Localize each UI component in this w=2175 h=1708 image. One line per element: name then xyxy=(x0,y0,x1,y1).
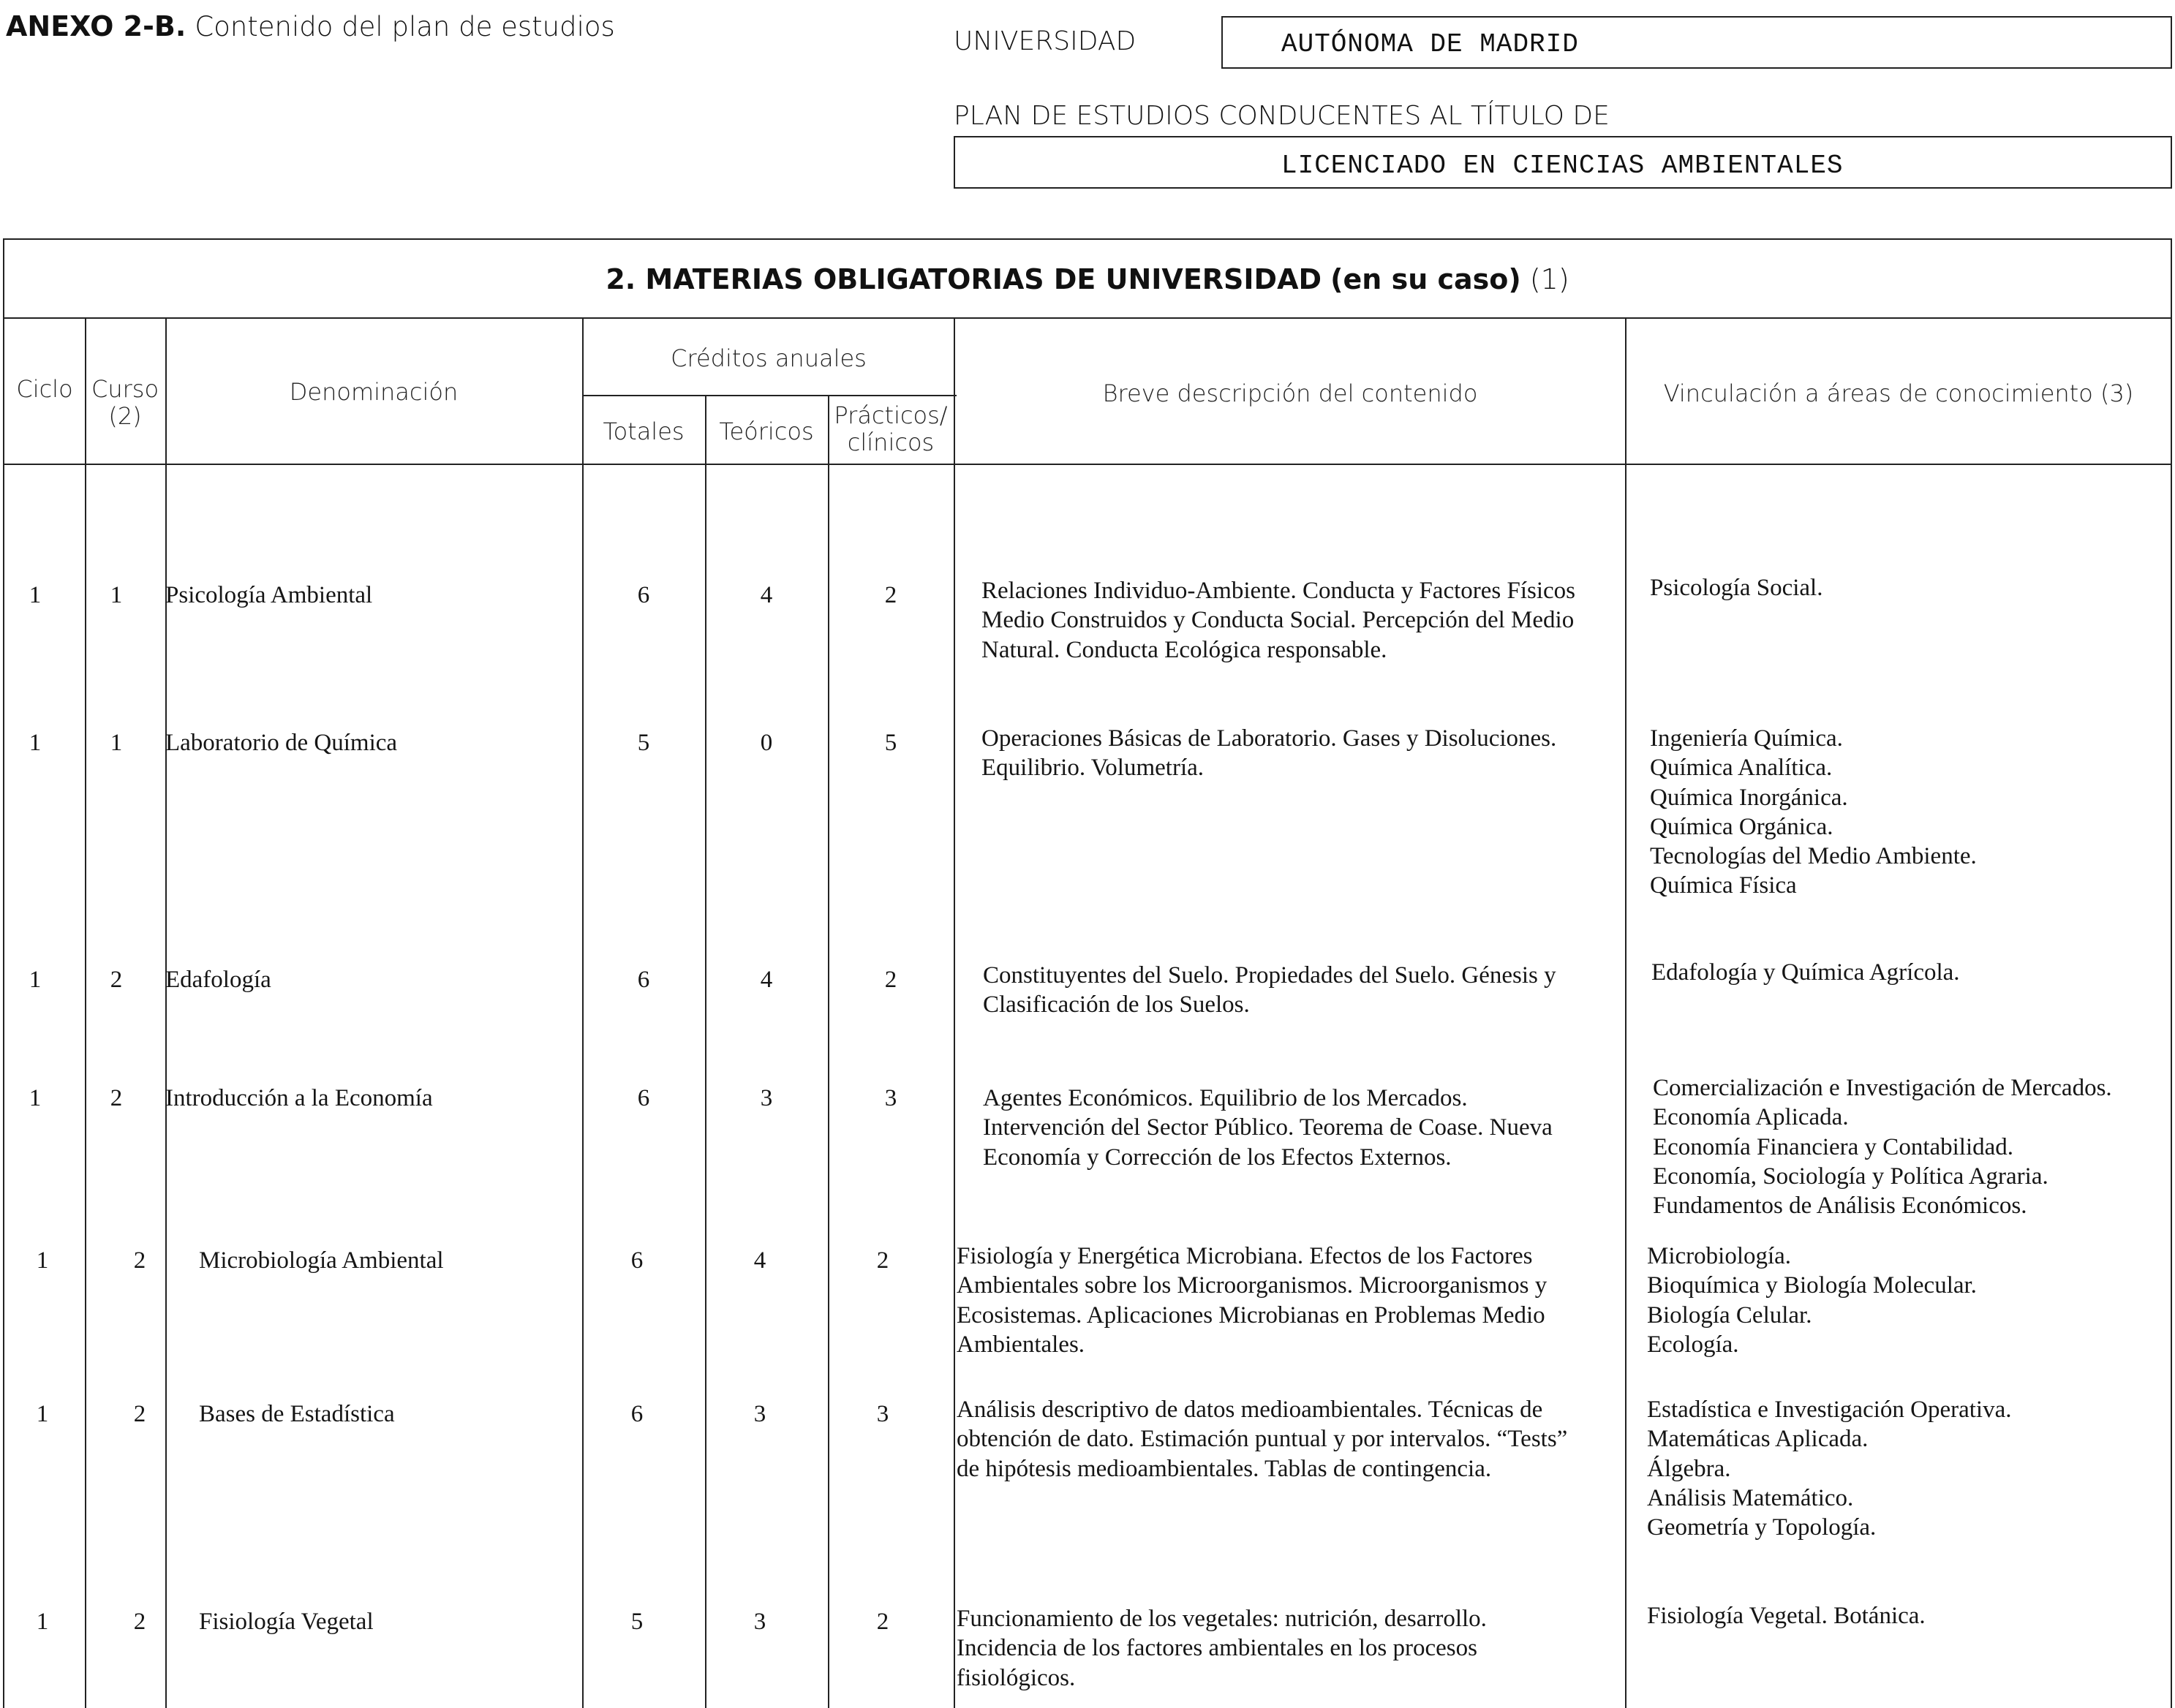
area-line: Edafología y Química Agrícola. xyxy=(1651,959,1960,986)
descripcion-line: Operaciones Básicas de Laboratorio. Gases y Disoluciones. xyxy=(981,725,1557,752)
col-header-descripcion: Breve descripción del contenido xyxy=(1102,379,1478,407)
row-curso: 1 xyxy=(110,582,123,608)
col-header-denominacion: Denominación xyxy=(289,378,459,406)
col-header-practicos xyxy=(828,402,954,456)
row-denominacion: Introducción a la Economía xyxy=(165,1085,433,1111)
row-curso: 2 xyxy=(133,1401,146,1427)
row-descripcion xyxy=(957,1395,1622,1484)
area-line: Biología Celular. xyxy=(1647,1301,1812,1329)
col-divider-ciclo xyxy=(85,319,86,1708)
row-denominacion: Fisiología Vegetal xyxy=(199,1609,374,1635)
row-teoricos: 3 xyxy=(753,1609,766,1635)
descripcion-line: Fisiología y Energética Microbiana. Efectos de los Factores xyxy=(957,1243,1533,1269)
row-areas xyxy=(1647,1601,2159,1630)
row-denominacion: Bases de Estadística xyxy=(199,1401,395,1427)
row-practicos: 3 xyxy=(884,1085,897,1111)
col-header-practicos-line1: Prácticos/ xyxy=(834,401,948,429)
row-denominacion: Edafología xyxy=(165,967,271,993)
row-practicos: 5 xyxy=(884,730,897,756)
row-curso: 2 xyxy=(110,967,123,993)
row-teoricos: 4 xyxy=(753,1247,766,1274)
descripcion-line: Ambientales. xyxy=(957,1331,1085,1358)
descripcion-line: Incidencia de los factores ambientales en los procesos xyxy=(957,1635,1477,1662)
area-line: Psicología Social. xyxy=(1650,575,1823,601)
row-practicos: 2 xyxy=(876,1609,889,1635)
area-line: Ecología. xyxy=(1647,1331,1739,1358)
row-teoricos: 4 xyxy=(760,582,773,608)
area-line: Álgebra. xyxy=(1647,1455,1731,1482)
row-teoricos: 3 xyxy=(760,1085,773,1111)
area-line: Economía, Sociología y Política Agraria. xyxy=(1653,1163,2048,1190)
row-curso: 2 xyxy=(110,1085,123,1111)
section-title-paren: (en su caso) xyxy=(1330,263,1521,295)
area-line: Geometría y Topología. xyxy=(1647,1514,1877,1541)
area-line: Química Orgánica. xyxy=(1650,813,1833,840)
area-line: Química Inorgánica. xyxy=(1650,784,1848,811)
row-teoricos: 3 xyxy=(753,1401,766,1427)
descripcion-line: Ecosistemas. Aplicaciones Microbianas en Problemas Medio xyxy=(957,1301,1545,1329)
row-areas xyxy=(1650,573,2162,602)
annex-label: ANEXO 2-B. xyxy=(6,10,186,42)
row-ciclo: 1 xyxy=(36,1609,49,1635)
row-practicos: 2 xyxy=(884,967,897,993)
area-line: Bioquímica y Biología Molecular. xyxy=(1647,1272,1977,1299)
row-totales: 6 xyxy=(637,582,650,608)
row-ciclo: 1 xyxy=(29,1085,42,1111)
degree-value: LICENCIADO EN CIENCIAS AMBIENTALES xyxy=(1281,151,1844,181)
row-ciclo: 1 xyxy=(29,967,42,993)
row-practicos: 2 xyxy=(876,1247,889,1274)
area-line: Microbiología. xyxy=(1647,1243,1792,1269)
university-label: UNIVERSIDAD xyxy=(954,26,1136,56)
area-line: Química Física xyxy=(1650,872,1797,899)
row-practicos: 3 xyxy=(876,1401,889,1427)
col-header-curso xyxy=(85,376,165,430)
area-line: Análisis Matemático. xyxy=(1647,1484,1854,1511)
descripcion-line: Funcionamiento de los vegetales: nutrición, desarrollo. xyxy=(957,1606,1487,1632)
subjects-table xyxy=(3,238,2172,1708)
row-ciclo: 1 xyxy=(29,730,42,756)
section-title xyxy=(4,240,2171,319)
row-totales: 6 xyxy=(630,1401,644,1427)
row-descripcion xyxy=(983,1084,1626,1172)
annex-subtitle: Contenido del plan de estudios xyxy=(195,11,615,42)
row-areas xyxy=(1651,958,2163,987)
col-header-vinculacion: Vinculación a áreas de conocimiento (3) xyxy=(1663,379,2134,407)
descripcion-line: Agentes Económicos. Equilibrio de los Mercados. xyxy=(983,1085,1468,1111)
row-denominacion: Laboratorio de Química xyxy=(165,730,398,756)
row-areas xyxy=(1647,1242,2159,1359)
col-header-curso-note: (2) xyxy=(108,401,142,430)
credits-subheader-rule xyxy=(582,395,957,396)
row-denominacion: Psicología Ambiental xyxy=(165,582,373,608)
area-line: Química Analítica. xyxy=(1650,755,1833,782)
descripcion-line: Intervención del Sector Público. Teorema de Coase. Nueva xyxy=(983,1114,1553,1141)
row-curso: 2 xyxy=(133,1609,146,1635)
row-teoricos: 0 xyxy=(760,730,773,756)
area-line: Fisiología Vegetal. Botánica. xyxy=(1647,1603,1926,1629)
row-totales: 5 xyxy=(630,1609,644,1635)
row-ciclo: 1 xyxy=(36,1401,49,1427)
row-descripcion xyxy=(983,961,1626,1020)
annex-heading xyxy=(6,10,615,42)
area-line: Economía Aplicada. xyxy=(1653,1104,1849,1131)
col-divider-denominacion xyxy=(582,319,584,1708)
descripcion-line: obtención de dato. Estimación puntual y por intervalos. “Tests” xyxy=(957,1426,1568,1453)
section-title-main: 2. MATERIAS OBLIGATORIAS DE UNIVERSIDAD xyxy=(606,263,1322,295)
descripcion-line: de hipótesis medioambientales. Tablas de contingencia. xyxy=(957,1455,1492,1482)
degree-box xyxy=(954,136,2172,189)
row-areas xyxy=(1653,1073,2165,1220)
university-box xyxy=(1221,16,2172,69)
row-areas xyxy=(1650,724,2162,901)
row-curso: 2 xyxy=(133,1247,146,1274)
descripcion-line: Equilibrio. Volumetría. xyxy=(981,755,1205,782)
descripcion-line: Economía y Corrección de los Efectos Externos. xyxy=(983,1144,1452,1171)
col-header-totales: Totales xyxy=(603,417,685,445)
col-header-curso-label: Curso xyxy=(91,375,159,403)
descripcion-line: Clasificación de los Suelos. xyxy=(983,991,1250,1019)
area-line: Economía Financiera y Contabilidad. xyxy=(1653,1133,2014,1160)
plan-label: PLAN DE ESTUDIOS CONDUCENTES AL TÍTULO DE xyxy=(954,101,1610,131)
col-header-ciclo: Ciclo xyxy=(16,375,73,403)
row-descripcion xyxy=(957,1604,1622,1693)
area-line: Matemáticas Aplicada. xyxy=(1647,1426,1869,1453)
descripcion-line: Relaciones Individuo-Ambiente. Conducta y Factores Físicos xyxy=(981,578,1576,604)
descripcion-line: Medio Construidos y Conducta Social. Percepción del Medio xyxy=(981,607,1575,634)
university-value: AUTÓNOMA DE MADRID xyxy=(1281,29,1579,59)
descripcion-line: Natural. Conducta Ecológica responsable. xyxy=(981,636,1387,663)
row-totales: 5 xyxy=(637,730,650,756)
row-practicos: 2 xyxy=(884,582,897,608)
row-curso: 1 xyxy=(110,730,123,756)
header-bottom-rule xyxy=(4,464,2171,465)
col-header-teoricos: Teóricos xyxy=(719,417,814,445)
area-line: Comercialización e Investigación de Mercados. xyxy=(1653,1075,2112,1101)
area-line: Tecnologías del Medio Ambiente. xyxy=(1650,843,1977,869)
row-areas xyxy=(1647,1395,2159,1542)
descripcion-line: Análisis descriptivo de datos medioambientales. Técnicas de xyxy=(957,1397,1543,1423)
row-totales: 6 xyxy=(630,1247,644,1274)
col-header-creditos: Créditos anuales xyxy=(671,344,867,372)
row-descripcion xyxy=(981,576,1625,665)
descripcion-line: fisiológicos. xyxy=(957,1664,1076,1691)
row-ciclo: 1 xyxy=(36,1247,49,1274)
row-ciclo: 1 xyxy=(29,582,42,608)
descripcion-line: Constituyentes del Suelo. Propiedades del Suelo. Génesis y xyxy=(983,962,1556,989)
descripcion-line: Ambientales sobre los Microorganismos. Microorganismos y xyxy=(957,1272,1548,1299)
row-descripcion xyxy=(981,724,1625,783)
row-denominacion: Microbiología Ambiental xyxy=(199,1247,444,1274)
area-line: Estadística e Investigación Operativa. xyxy=(1647,1397,2012,1423)
area-line: Ingeniería Química. xyxy=(1650,725,1843,752)
row-totales: 6 xyxy=(637,967,650,993)
row-totales: 6 xyxy=(637,1085,650,1111)
col-divider-curso xyxy=(165,319,167,1708)
col-divider-creditos xyxy=(954,319,955,1708)
col-header-practicos-line2: clínicos xyxy=(847,428,935,456)
area-line: Fundamentos de Análisis Económicos. xyxy=(1653,1193,2027,1219)
row-teoricos: 4 xyxy=(760,967,773,993)
section-title-note: (1) xyxy=(1529,263,1569,295)
row-descripcion xyxy=(957,1242,1622,1359)
